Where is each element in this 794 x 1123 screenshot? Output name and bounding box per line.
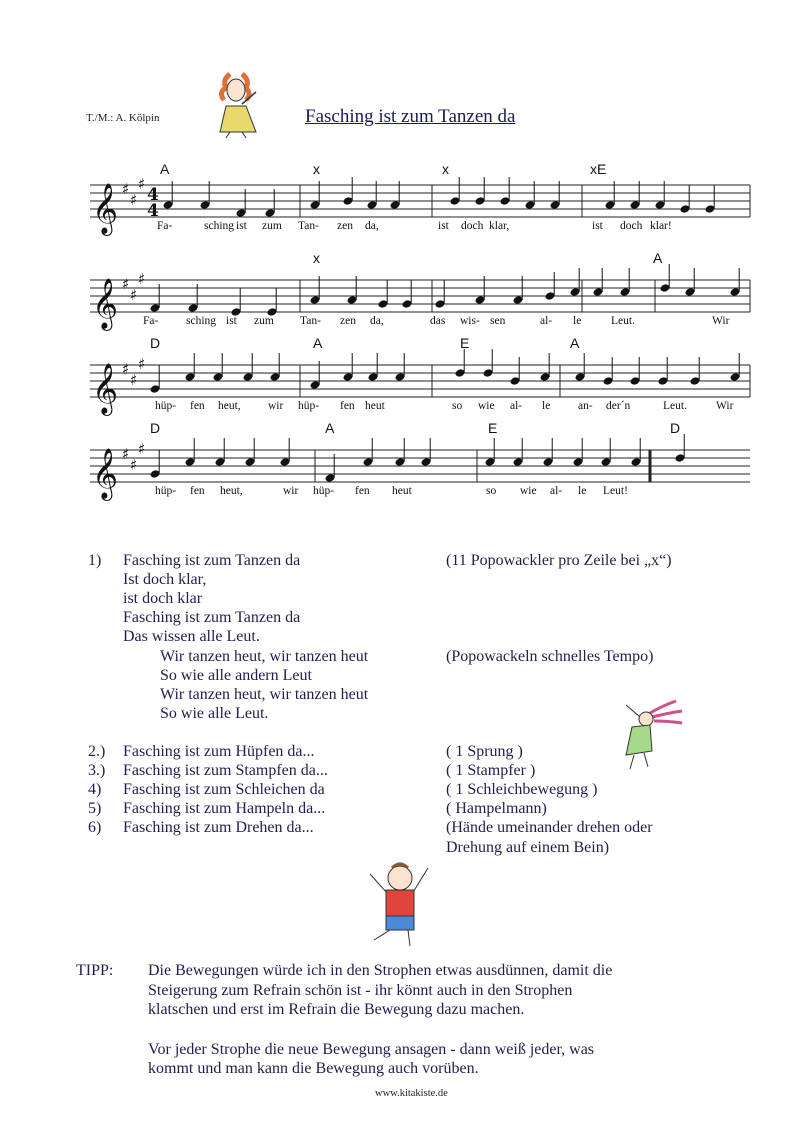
lyric-syllable: Wir <box>716 400 734 412</box>
music-system <box>84 420 754 520</box>
verse-line: Fasching ist zum Stampfen da... <box>123 762 328 779</box>
lyric-syllable: doch <box>620 220 643 232</box>
lyric-syllable: wir <box>283 485 299 497</box>
lyric-syllable: al- <box>510 400 523 412</box>
flying-girl-illustration <box>612 695 694 777</box>
chord-symbol: x <box>313 161 320 177</box>
lyric-syllable: der´n <box>606 400 631 412</box>
verse-note: (Hände umeinander drehen oder <box>446 819 653 836</box>
staff-lines <box>84 355 754 414</box>
chord-symbol: A <box>653 250 663 266</box>
lyric-syllable: wir <box>268 400 284 412</box>
song-title: Fasching ist zum Tanzen da <box>305 106 516 127</box>
lyric-syllable: wie <box>520 485 537 497</box>
sharp-icon: ♯ <box>138 270 146 288</box>
verse-line: Fasching ist zum Hüpfen da... <box>123 743 315 760</box>
sharp-icon: ♯ <box>138 355 146 373</box>
verse-line: ist doch klar <box>123 590 203 607</box>
lyric-syllable: zen <box>340 315 356 327</box>
sharp-icon: ♯ <box>138 175 146 193</box>
chord-symbol: A <box>325 420 335 436</box>
lyric-syllable: ist <box>226 315 237 327</box>
verse-number: 1) <box>88 552 102 569</box>
lyric-syllable: fen <box>355 485 370 497</box>
lyric-syllable: sching <box>186 315 217 327</box>
lyric-syllable: Leut! <box>603 485 628 497</box>
lyric-syllable: klar! <box>650 220 672 232</box>
treble-clef-icon: 𝄞 <box>92 448 119 499</box>
lyric-syllable: so <box>486 485 497 497</box>
time-signature: 4 <box>147 201 159 221</box>
lyric-syllable: ist <box>592 220 603 232</box>
lyric-syllable: hüp- <box>313 485 335 497</box>
lyric-syllable: heut <box>365 400 385 412</box>
verse-note: ( Hampelmann) <box>446 800 547 817</box>
lyric-syllable: Fa- <box>157 220 173 232</box>
lyric-syllable: sen <box>490 315 506 327</box>
lyric-syllable: Leut. <box>611 315 635 327</box>
lyric-syllable: le <box>578 485 587 497</box>
verse-note: ( 1 Schleichbewegung ) <box>446 781 598 798</box>
sharp-icon: ♯ <box>138 440 146 458</box>
verse-number: 2.) <box>88 743 106 760</box>
sharp-icon: ♯ <box>122 180 130 198</box>
chord-symbol: xE <box>590 161 607 177</box>
lyric-syllable: zum <box>262 220 282 232</box>
lyric-syllable: al- <box>550 485 563 497</box>
lyric-syllable: da, <box>365 220 379 232</box>
verse-line: Das wissen alle Leut. <box>123 628 260 645</box>
verse-note: ( 1 Sprung ) <box>446 743 523 760</box>
verse-line: Fasching ist zum Hampeln da... <box>123 800 326 817</box>
verse-note: (11 Popowackler pro Zeile bei „x“) <box>446 552 672 569</box>
chord-symbol: E <box>460 335 470 351</box>
lyric-syllable: hüp- <box>298 400 320 412</box>
footer-url: www.kitakiste.de <box>375 1088 448 1099</box>
lyric-syllable: an- <box>578 400 593 412</box>
tipp-label: TIPP: <box>76 962 114 979</box>
lyric-syllable: das <box>430 315 446 327</box>
refrain-line: So wie alle Leut. <box>160 705 269 722</box>
lyric-syllable: hüp- <box>155 400 177 412</box>
lyric-syllable: so <box>452 400 463 412</box>
jumping-boy-illustration <box>362 858 432 950</box>
lyric-syllable: heut, <box>218 400 241 412</box>
lyric-syllable: ist <box>236 220 247 232</box>
lyric-syllable: fen <box>340 400 355 412</box>
chord-symbol: D <box>150 420 161 436</box>
lyric-syllable: Leut. <box>663 400 687 412</box>
verse-number: 6) <box>88 819 102 836</box>
verse-note: Drehung auf einem Bein) <box>446 839 610 856</box>
treble-clef-icon: 𝄞 <box>92 363 119 414</box>
refrain-line: So wie alle andern Leut <box>160 667 312 684</box>
verse-line: Fasching ist zum Tanzen da <box>123 609 301 626</box>
lyric-syllable: klar, <box>489 220 510 232</box>
sharp-icon: ♯ <box>122 275 130 293</box>
tipp-line: Steigerung zum Refrain schön ist - ihr könnt auch in den Strophen <box>148 982 573 999</box>
lyric-syllable: le <box>542 400 551 412</box>
tipp-line: klatschen und erst im Refrain die Bewegung dazu machen. <box>148 1001 525 1018</box>
refrain-line: Wir tanzen heut, wir tanzen heut <box>160 686 369 703</box>
lyric-syllable: sching <box>204 220 235 232</box>
lyric-syllable: wis- <box>460 315 480 327</box>
chord-symbol: A <box>313 335 323 351</box>
lyric-syllable: hüp- <box>155 485 177 497</box>
sharp-icon: ♯ <box>122 445 130 463</box>
tipp-line: Vor jeder Strophe die neue Bewegung ansagen - dann weiß jeder, was <box>148 1041 595 1058</box>
lyric-syllable: doch <box>461 220 484 232</box>
lyric-syllable: al- <box>540 315 553 327</box>
verse-line: Fasching ist zum Tanzen da <box>123 552 301 569</box>
sharp-icon: ♯ <box>130 371 138 389</box>
verse-line: Ist doch klar, <box>123 571 207 588</box>
verse-note: ( 1 Stampfer ) <box>446 762 536 779</box>
lyric-syllable: Fa- <box>143 315 159 327</box>
lyric-syllable: zen <box>337 220 353 232</box>
sharp-icon: ♯ <box>130 456 138 474</box>
chord-symbol: A <box>570 335 580 351</box>
lyric-syllable: Tan- <box>300 315 321 327</box>
author-credit: T./M.: A. Kölpin <box>86 112 160 124</box>
lyric-syllable: le <box>573 315 582 327</box>
tipp-line: kommt und man kann die Bewegung auch vorüben. <box>148 1060 479 1077</box>
verse-number: 4) <box>88 781 102 798</box>
staff-lines <box>84 270 754 329</box>
lyric-syllable: da, <box>370 315 384 327</box>
verse-number: 3.) <box>88 762 106 779</box>
lyric-syllable: heut, <box>220 485 243 497</box>
time-signature: 4 <box>147 185 159 205</box>
treble-clef-icon: 𝄞 <box>92 278 119 329</box>
lyric-syllable: heut <box>392 485 412 497</box>
refrain-note: (Popowackeln schnelles Tempo) <box>446 648 654 665</box>
music-system <box>84 161 754 255</box>
lyric-syllable: fen <box>190 400 205 412</box>
sharp-icon: ♯ <box>130 286 138 304</box>
lyric-syllable: zum <box>254 315 274 327</box>
chord-symbol: D <box>670 420 681 436</box>
sharp-icon: ♯ <box>130 191 138 209</box>
verse-line: Fasching ist zum Drehen da... <box>123 819 314 836</box>
verse-line: Fasching ist zum Schleichen da <box>123 781 325 798</box>
chord-symbol: D <box>150 335 161 351</box>
lyric-syllable: Wir <box>712 315 730 327</box>
dancing-girl-illustration <box>212 70 272 140</box>
chord-symbol: A <box>160 161 170 177</box>
lyric-syllable: wie <box>478 400 495 412</box>
music-system <box>84 250 754 350</box>
tipp-line: Die Bewegungen würde ich in den Strophen etwas ausdünnen, damit die <box>148 962 613 979</box>
lyric-syllable: Tan- <box>298 220 319 232</box>
chord-symbol: x <box>442 161 449 177</box>
lyric-syllable: ist <box>438 220 449 232</box>
chord-symbol: E <box>488 420 498 436</box>
sharp-icon: ♯ <box>122 360 130 378</box>
treble-clef-icon: 𝄞 <box>92 183 119 234</box>
refrain-line: Wir tanzen heut, wir tanzen heut <box>160 648 369 665</box>
lyric-syllable: fen <box>190 485 205 497</box>
chord-symbol: x <box>313 250 320 266</box>
verse-number: 5) <box>88 800 102 817</box>
music-system <box>84 335 754 435</box>
staff-lines <box>84 440 754 499</box>
